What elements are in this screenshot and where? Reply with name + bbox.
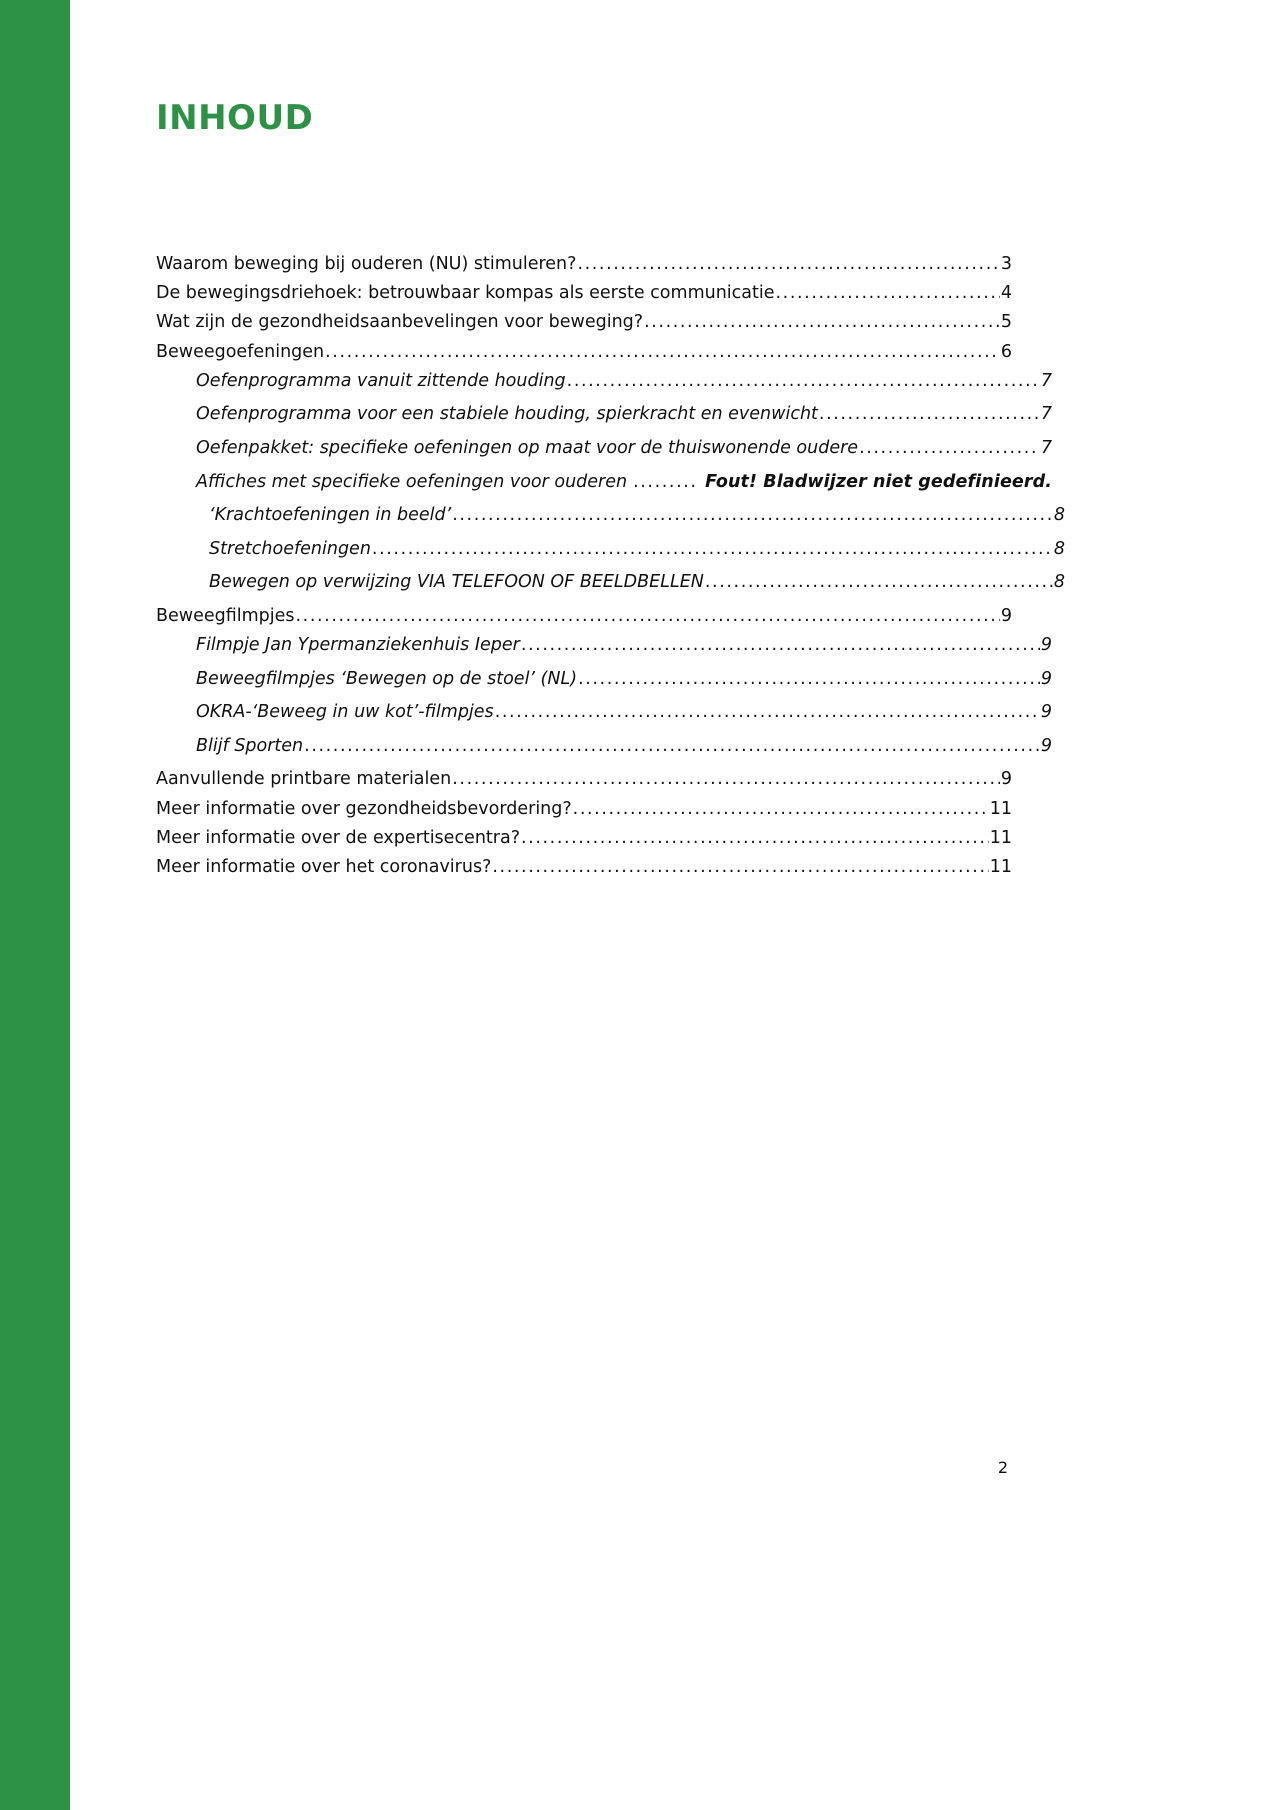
toc-entry-label: De bewegingsdriehoek: betrouwbaar kompas als eerste communicatie — [156, 283, 775, 304]
toc-entry-label: Filmpje Jan Ypermanziekenhuis Ieper — [196, 635, 520, 656]
toc-dot-leader — [819, 404, 1040, 424]
toc-dot-leader — [372, 539, 1053, 559]
toc-entry-label: Bewegen op verwijzing VIA TELEFOON OF BEELDBELLEN — [209, 572, 704, 593]
toc-entry[interactable] — [156, 505, 1065, 539]
toc-entry[interactable] — [156, 312, 1012, 341]
toc-entry-label: Aanvullende printbare materialen — [156, 769, 452, 790]
toc-entry[interactable] — [156, 539, 1065, 573]
toc-entry[interactable] — [156, 736, 1052, 770]
toc-entry-label: Waarom beweging bij ouderen (NU) stimuleren? — [156, 254, 577, 274]
toc-entry-label: Meer informatie over de expertisecentra? — [156, 827, 520, 848]
toc-dot-leader — [633, 472, 697, 492]
toc-entry[interactable] — [156, 438, 1052, 472]
toc-dot-leader — [644, 312, 1000, 332]
toc-entry[interactable] — [156, 828, 1012, 857]
toc-entry-page: 9 — [1000, 605, 1012, 626]
toc-entry[interactable] — [156, 769, 1012, 798]
toc-entry-page: 6 — [1000, 341, 1012, 362]
toc-dot-leader — [705, 572, 1053, 592]
toc-entry-page: 11 — [989, 827, 1012, 848]
toc-entry-page: 8 — [1053, 538, 1065, 559]
toc-entry[interactable] — [156, 606, 1012, 635]
toc-entry[interactable] — [156, 404, 1052, 438]
toc-entry-label: Beweegfilmpjes ‘Bewegen op de stoel’ (NL) — [196, 668, 578, 689]
toc-dot-leader — [859, 438, 1040, 458]
toc-entry-page: 4 — [1000, 283, 1012, 304]
toc-entry-page: 7 — [1040, 404, 1052, 425]
toc-entry[interactable] — [156, 472, 1052, 506]
toc-entry[interactable] — [156, 669, 1052, 703]
toc-entry-page: 11 — [989, 798, 1012, 819]
toc-dot-leader — [495, 702, 1040, 722]
toc-dot-leader — [452, 769, 1000, 789]
toc-entry-label: Oefenpakket: specifieke oefeningen op maat voor de thuiswonende oudere — [196, 437, 859, 458]
toc-entry-label: Beweegfilmpjes — [156, 605, 295, 626]
toc-dot-leader — [521, 635, 1040, 655]
page-title: INHOUD — [156, 98, 314, 138]
toc-entry[interactable] — [156, 857, 1012, 886]
toc-entry-page: 7 — [1040, 437, 1052, 458]
toc-entry-page: 9 — [1040, 635, 1052, 656]
toc-dot-leader — [296, 606, 1000, 626]
toc-entry-page: 11 — [989, 857, 1012, 878]
toc-entry[interactable] — [156, 635, 1052, 669]
toc-entry-label: Oefenprogramma voor een stabiele houding, spierkracht en evenwicht — [196, 404, 818, 425]
page-number: 2 — [997, 1458, 1008, 1477]
toc-dot-leader — [573, 799, 989, 819]
toc-dot-leader — [577, 254, 999, 274]
toc-entry[interactable] — [156, 572, 1065, 606]
toc-dot-leader — [567, 371, 1040, 391]
toc-entry-page: 8 — [1053, 572, 1065, 593]
toc-entry[interactable] — [156, 799, 1012, 828]
toc-dot-leader — [452, 505, 1053, 525]
toc-entry-label: ‘Krachtoefeningen in beeld’ — [209, 505, 452, 526]
toc-dot-leader — [776, 283, 1000, 303]
toc-dot-leader — [578, 669, 1040, 689]
toc-entry[interactable] — [156, 702, 1052, 736]
toc-entry-label: Meer informatie over het coronavirus? — [156, 857, 492, 878]
toc-entry-label: Oefenprogramma vanuit zittende houding — [196, 370, 566, 391]
toc-entry-page: 9 — [1000, 769, 1012, 790]
toc-entry-page: 9 — [1040, 668, 1052, 689]
toc-entry[interactable] — [156, 254, 1012, 283]
toc-entry-label: Stretchoefeningen — [209, 538, 371, 559]
toc-entry-page: 5 — [1000, 312, 1012, 333]
toc-entry[interactable] — [156, 371, 1052, 405]
toc-entry-label: Meer informatie over gezondheidsbevordering? — [156, 798, 572, 819]
toc-entry-label: Beweegoefeningen — [156, 341, 325, 362]
toc-entry-label: Wat zijn de gezondheidsaanbevelingen voor beweging? — [156, 312, 644, 333]
toc-entry[interactable] — [156, 342, 1012, 371]
toc-dot-leader — [521, 828, 989, 848]
toc-entry-label: OKRA-‘Beweeg in uw kot’-filmpjes — [196, 702, 494, 723]
toc-entry-page: 9 — [1040, 702, 1052, 723]
toc-entry-page: 9 — [1040, 735, 1052, 756]
toc-dot-leader — [304, 736, 1040, 756]
toc-dot-leader — [492, 857, 988, 877]
toc-entry-page: 3 — [1000, 254, 1012, 274]
table-of-contents — [156, 254, 1065, 886]
toc-entry-label: Blijf Sporten — [196, 735, 304, 756]
toc-entry-page: 8 — [1053, 505, 1065, 526]
toc-entry-page: 7 — [1040, 370, 1052, 391]
toc-entry[interactable] — [156, 283, 1012, 312]
toc-entry-error-ref: Fout! Bladwijzer niet gedefinieerd. — [705, 471, 1052, 492]
toc-dot-leader — [325, 342, 1000, 362]
toc-entry-label: Affiches met specifieke oefeningen voor ouderen — [196, 471, 628, 492]
